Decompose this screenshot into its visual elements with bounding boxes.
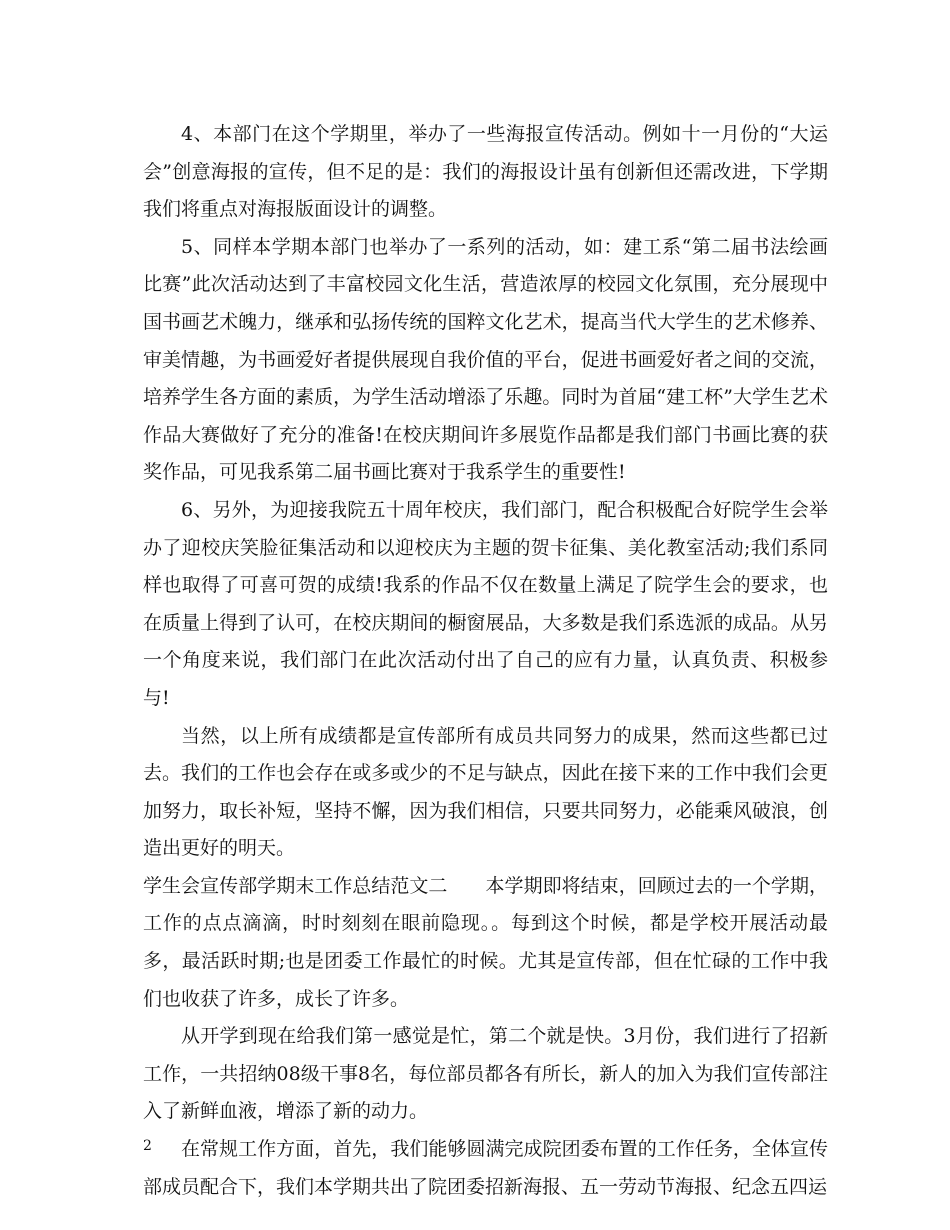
paragraph-conclusion: 当然，以上所有成绩都是宣传部所有成员共同努力的成果，然而这些都已过去。我们的工作也会存在或多或少的不足与缺点，因此在接下来的工作中我们会更加努力，取长补短，坚持不懈，因为我们相信，只要共同努力，必能乘风破浪，创造出更好的明天。 [143,724,828,860]
page-number: 2 [143,1138,152,1154]
paragraph-recruitment: 从开学到现在给我们第一感觉是忙，第二个就是快。3月份，我们进行了招新工作，一共招纳08级干事8名，每位部员都各有所长，新人的加入为我们宣传部注入了新鲜血液，增添了新的动力。 [143,1025,828,1123]
paragraph-item-6: 6、另外，为迎接我院五十周年校庆，我们部门，配合积极配合好院学生会举办了迎校庆笑脸征集活动和以迎校庆为主题的贺卡征集、美化教室活动;我们系同样也取得了可喜可贺的成绩!我系的作品不仅在数量上满足了院学生会的要求，也在质量上得到了认可，在校庆期间的橱窗展品，大多数是我们系选派的成品。从另一个角度来说，我们部门在此次活动付出了自己的应有力量，认真负责、积极参与! [143,498,828,709]
paragraph-item-5: 5、同样本学期本部门也举办了一系列的活动，如：建工系“第二届书法绘画比赛”此次活动达到了丰富校园文化生活，营造浓厚的校园文化氛围，充分展现中国书画艺术魄力，继承和弘扬传统的国粹文化艺术，提高当代大学生的艺术修养、审美情趣，为书画爱好者提供展现自我价值的平台，促进书画爱好者之间的交流，培养学生各方面的素质，为学生活动增添了乐趣。同时为首届“建工杯”大学生艺术作品大赛做好了充分的准备!在校庆期间许多展览作品都是我们部门书画比赛的获奖作品，可见我系第二届书画比赛对于我系学生的重要性! [143,235,828,484]
paragraph-sample-two-heading: 学生会宣传部学期末工作总结范文二 本学期即将结束，回顾过去的一个学期，工作的点点滴滴，时时刻刻在眼前隐现。。每到这个时候，都是学校开展活动最多，最活跃时期;也是团委工作最忙的时候。尤其是宣传部，但在忙碌的工作中我们也收获了许多，成长了许多。 [143,874,828,1010]
paragraph-routine-work: 在常规工作方面，首先，我们能够圆满完成院团委布置的工作任务，全体宣传部成员配合下，我们本学期共出了院团委招新海报、五一劳动节海报、纪念五四运 [143,1138,828,1198]
paragraph-item-4: 4、本部门在这个学期里，举办了一些海报宣传活动。例如十一月份的“大运会”创意海报的宣传，但不足的是：我们的海报设计虽有创新但还需改进，下学期我们将重点对海报版面设计的调整。 [143,123,828,221]
body-text [143,116,828,1206]
